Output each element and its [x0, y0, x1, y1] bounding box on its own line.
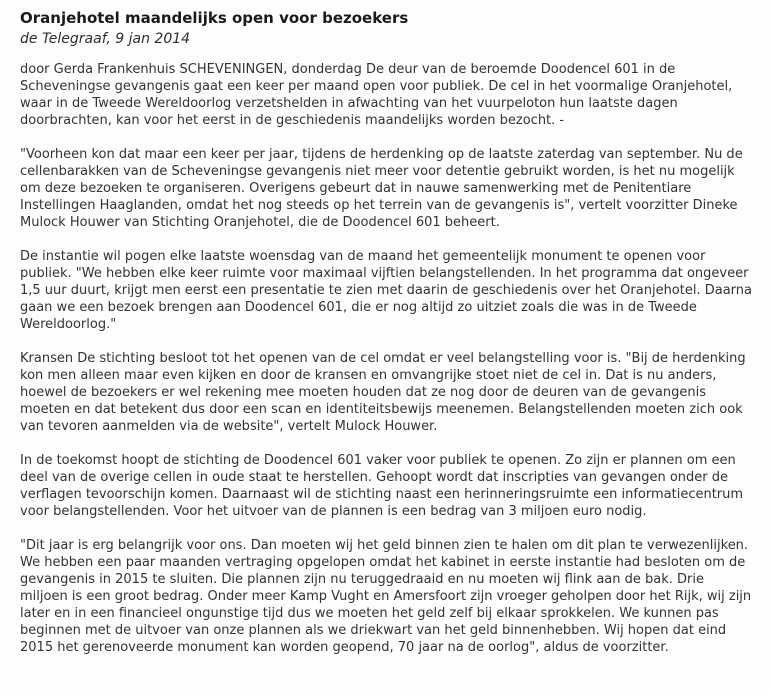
article-paragraph: In de toekomst hoopt de stichting de Doodencel 601 vaker voor publiek te openen. Zo zijn er plannen om een deel van de overige cellen in oude staat te herstellen. Gehoopt wordt dat inscripties van gevangen onder de verflagen tevoorschijn komen. Daarnaast wil de stichting naast een herinneringsruimte een informatiecentrum voor belangstellenden. Voor het uitvoer van de plannen is een bedrag van 3 miljoen euro nodig. — [20, 453, 744, 519]
article-paragraph: "Voorheen kon dat maar een keer per jaar, tijdens de herdenking op de laatste zaterdag van september. Nu de cellenbarakken van de Scheveningse gevangenis niet meer voor detentie gebruikt worden, is het nu mogelijk om deze bezoeken te organiseren. Overigens gebeurt dat in nauwe samenwerking met de Penitentiare Instellingen Haaglanden, omdat het nog steeds op het terrein van de gevangenis is", vertelt voorzitter Dineke Mulock Houwer van Stichting Oranjehotel, die de Doodencel 601 beheert. — [20, 147, 743, 230]
article-paragraph: De instantie wil pogen elke laatste woensdag van de maand het gemeentelijk monument te openen voor publiek. "We hebben elke keer ruimte voor maximaal vijftien belangstellenden. In het programma dat ongeveer 1,5 uur duurt, krijgt men eerst een presentatie te zien met daarin de geschiedenis over het Oranjehotel. Daarna gaan we een bezoek brengen aan Doodencel 601, die er nog altijd zo uitziet zoals die was in de Tweede Wereldoorlog." — [20, 249, 752, 332]
article-title: Oranjehotel maandelijks open voor bezoekers — [20, 9, 409, 27]
article-paragraph: door Gerda Frankenhuis SCHEVENINGEN, donderdag De deur van de beroemde Doodencel 601 in de Scheveningse gevangenis gaat een keer per maand open voor publiek. De cel in het voormalige Oranjehotel, waar in de Tweede Wereldoorlog verzetshelden in afwachting van het vuurpeloton hun laatste dagen doorbrachten, kan voor het eerst in de geschiedenis maandelijks worden bezocht. - — [20, 62, 733, 128]
article-body — [20, 61, 755, 656]
article-paragraph: Kransen De stichting besloot tot het openen van de cel omdat er veel belangstelling voor is. "Bij de herdenking kon men alleen maar even kijken en door de kransen en omvangrijke stoet niet de cel in. Dat is nu anders, hoewel de bezoekers er wel rekening mee moeten houden dat ze nog door de deuren van de gevangenis moeten en dat betekent dus door een scan en identiteitsbewijs meenemen. Belangstellenden moeten zich ook van tevoren aanmelden via de website", vertelt Mulock Houwer. — [20, 351, 746, 434]
article-byline: de Telegraaf, 9 jan 2014 — [20, 31, 191, 47]
article-paragraph: "Dit jaar is erg belangrijk voor ons. Dan moeten wij het geld binnen zien te halen om dit plan te verwezenlijken. We hebben een paar maanden vertraging opgelopen omdat het kabinet in eerste instantie had besloten om de gevangenis in 2015 te sluiten. Die plannen zijn nu teruggedraaid en nu moeten wij flink aan de bak. Drie miljoen is een groot bedrag. Onder meer Kamp Vught en Amersfoort zijn vroeger geholpen door het Rijk, wij zijn later en in een financieel ongunstige tijd dus we moeten het geld zelf bij elkaar sprokkelen. We kunnen pas beginnen met de uitvoer van onze plannen als we driekwart van het geld binnenhebben. Wij hopen dat eind 2015 het gerenoveerde monument kan worden geopend, 70 jaar na de oorlog", aldus de voorzitter. — [20, 538, 752, 655]
